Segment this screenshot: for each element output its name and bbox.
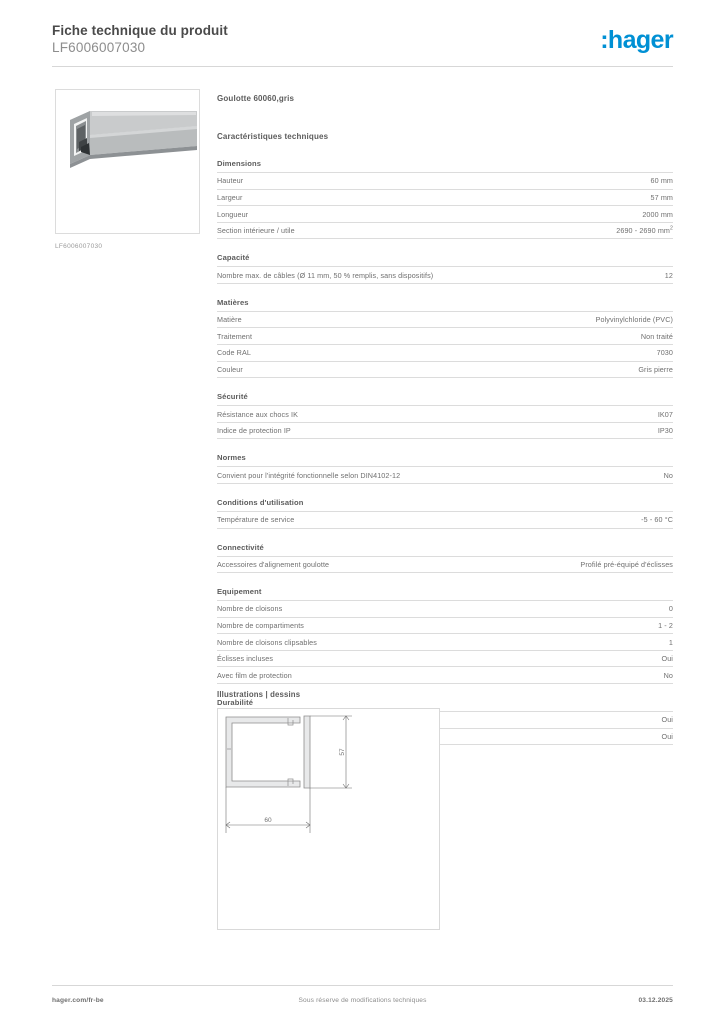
spec-label: Nombre de cloisons: [217, 604, 283, 614]
spec-label: Longueur: [217, 209, 249, 219]
specifications-title: Caractéristiques techniques: [217, 132, 329, 141]
footer-website[interactable]: hager.com/fr-be: [52, 997, 104, 1004]
spec-row: [217, 466, 673, 484]
spec-row: [217, 422, 673, 440]
spec-row: [217, 556, 673, 574]
spec-group: [217, 587, 673, 684]
spec-group-title: Connectivité: [217, 542, 264, 552]
hager-logo: :hager: [600, 26, 673, 54]
drawing-width-label: 60: [264, 817, 272, 824]
page-title: Fiche technique du produit: [52, 23, 228, 38]
spec-group-title: Dimensions: [217, 159, 262, 168]
specification-groups: [217, 159, 673, 745]
spec-row: [217, 266, 673, 284]
spec-group-title: Normes: [217, 453, 246, 463]
spec-label: Nombre de cloisons clipsables: [217, 637, 317, 647]
spec-value: 1: [668, 637, 673, 647]
spec-label: Nombre max. de câbles (Ø 11 mm, 50 % remplis, sans dispositifs): [217, 270, 434, 280]
spec-label: Température de service: [217, 515, 295, 525]
spec-row: [217, 311, 673, 328]
spec-value: -5 - 60 °C: [641, 515, 673, 525]
footer-divider: [52, 985, 673, 986]
spec-label: Résistance aux chocs IK: [217, 409, 299, 419]
product-name: Goulotte 60060,gris: [217, 94, 295, 103]
technical-drawing: [217, 708, 440, 930]
spec-row: [217, 222, 673, 240]
footer-disclaimer: Sous réserve de modifications techniques: [298, 997, 427, 1004]
spec-group-title: Matières: [217, 297, 249, 307]
spec-label: Nombre de compartiments: [217, 621, 304, 631]
spec-label: Couleur: [217, 365, 243, 375]
spec-value: 57 mm: [650, 192, 673, 202]
spec-label: Accessoires d'alignement goulotte: [217, 559, 330, 569]
spec-group: [217, 392, 673, 439]
product-image-caption: LF6006007030: [55, 243, 103, 250]
spec-row: [217, 172, 673, 189]
spec-label: Traitement: [217, 331, 253, 341]
spec-row: [217, 633, 673, 650]
spec-value: 7030: [656, 348, 673, 358]
spec-label: Section intérieure / utile: [217, 226, 295, 236]
spec-label: Matière: [217, 315, 242, 325]
spec-group-title: Sécurité: [217, 392, 248, 402]
spec-value: [616, 226, 673, 235]
spec-value: Profilé pré-équipé d'éclisses: [580, 559, 673, 569]
spec-value-text: 2690 - 2690 mm: [616, 226, 670, 236]
cross-section-drawing: [218, 709, 439, 929]
spec-group: [217, 298, 673, 378]
spec-row: [217, 666, 673, 684]
spec-row: [217, 405, 673, 422]
spec-value: Oui: [661, 731, 673, 741]
spec-group: [217, 159, 673, 239]
spec-label: Largeur: [217, 192, 243, 202]
spec-group-title: Conditions d'utilisation: [217, 497, 304, 507]
spec-group: [217, 453, 673, 484]
spec-group-title: Equipement: [217, 587, 262, 597]
page-header: [52, 22, 673, 56]
spec-value: Gris pierre: [638, 365, 673, 375]
drawing-height-label: 57: [339, 748, 346, 756]
spec-group: [217, 543, 673, 574]
spec-value: No: [663, 670, 673, 680]
spec-label: Avec film de protection: [217, 670, 292, 680]
spec-value: 12: [664, 270, 673, 280]
illustrations-title: Illustrations | dessins: [217, 690, 301, 699]
product-image: [55, 89, 200, 234]
header-divider: [52, 66, 673, 67]
product-reference-subtitle: LF6006007030: [52, 40, 146, 55]
spec-value: 2000 mm: [642, 209, 673, 219]
spec-label: Indice de protection IP: [217, 426, 291, 436]
spec-label: Éclisses incluses: [217, 654, 274, 664]
footer-date: 03.12.2025: [638, 997, 673, 1004]
spec-row: [217, 327, 673, 344]
spec-value: 0: [668, 604, 673, 614]
spec-label: Hauteur: [217, 176, 244, 186]
spec-value: Oui: [661, 715, 673, 725]
spec-group: [217, 253, 673, 284]
spec-label: Code RAL: [217, 348, 251, 358]
spec-value: 1 - 2: [658, 621, 673, 631]
spec-value: Oui: [661, 654, 673, 664]
spec-group: [217, 498, 673, 529]
spec-value: Polyvinylchloride (PVC): [595, 315, 673, 325]
spec-value: IP30: [657, 426, 673, 436]
product-photo-graphic: [56, 90, 199, 233]
specifications-panel: [217, 94, 673, 759]
spec-row: [217, 205, 673, 222]
spec-value: 60 mm: [650, 176, 673, 186]
spec-row: [217, 344, 673, 361]
spec-row: [217, 189, 673, 206]
spec-row: [217, 650, 673, 667]
header-titles: [52, 22, 228, 56]
spec-group-title: Capacité: [217, 253, 250, 263]
spec-row: [217, 617, 673, 634]
spec-value: IK07: [657, 409, 673, 419]
spec-row: [217, 361, 673, 379]
spec-row: [217, 600, 673, 617]
spec-label: Convient pour l'intégrité fonctionnelle selon DIN4102-12: [217, 470, 401, 480]
spec-group-title: Durabilité: [217, 697, 254, 707]
spec-value-superscript: 2: [670, 225, 673, 232]
spec-value: Non traité: [640, 331, 673, 341]
spec-value: No: [663, 470, 673, 480]
spec-row: [217, 511, 673, 529]
